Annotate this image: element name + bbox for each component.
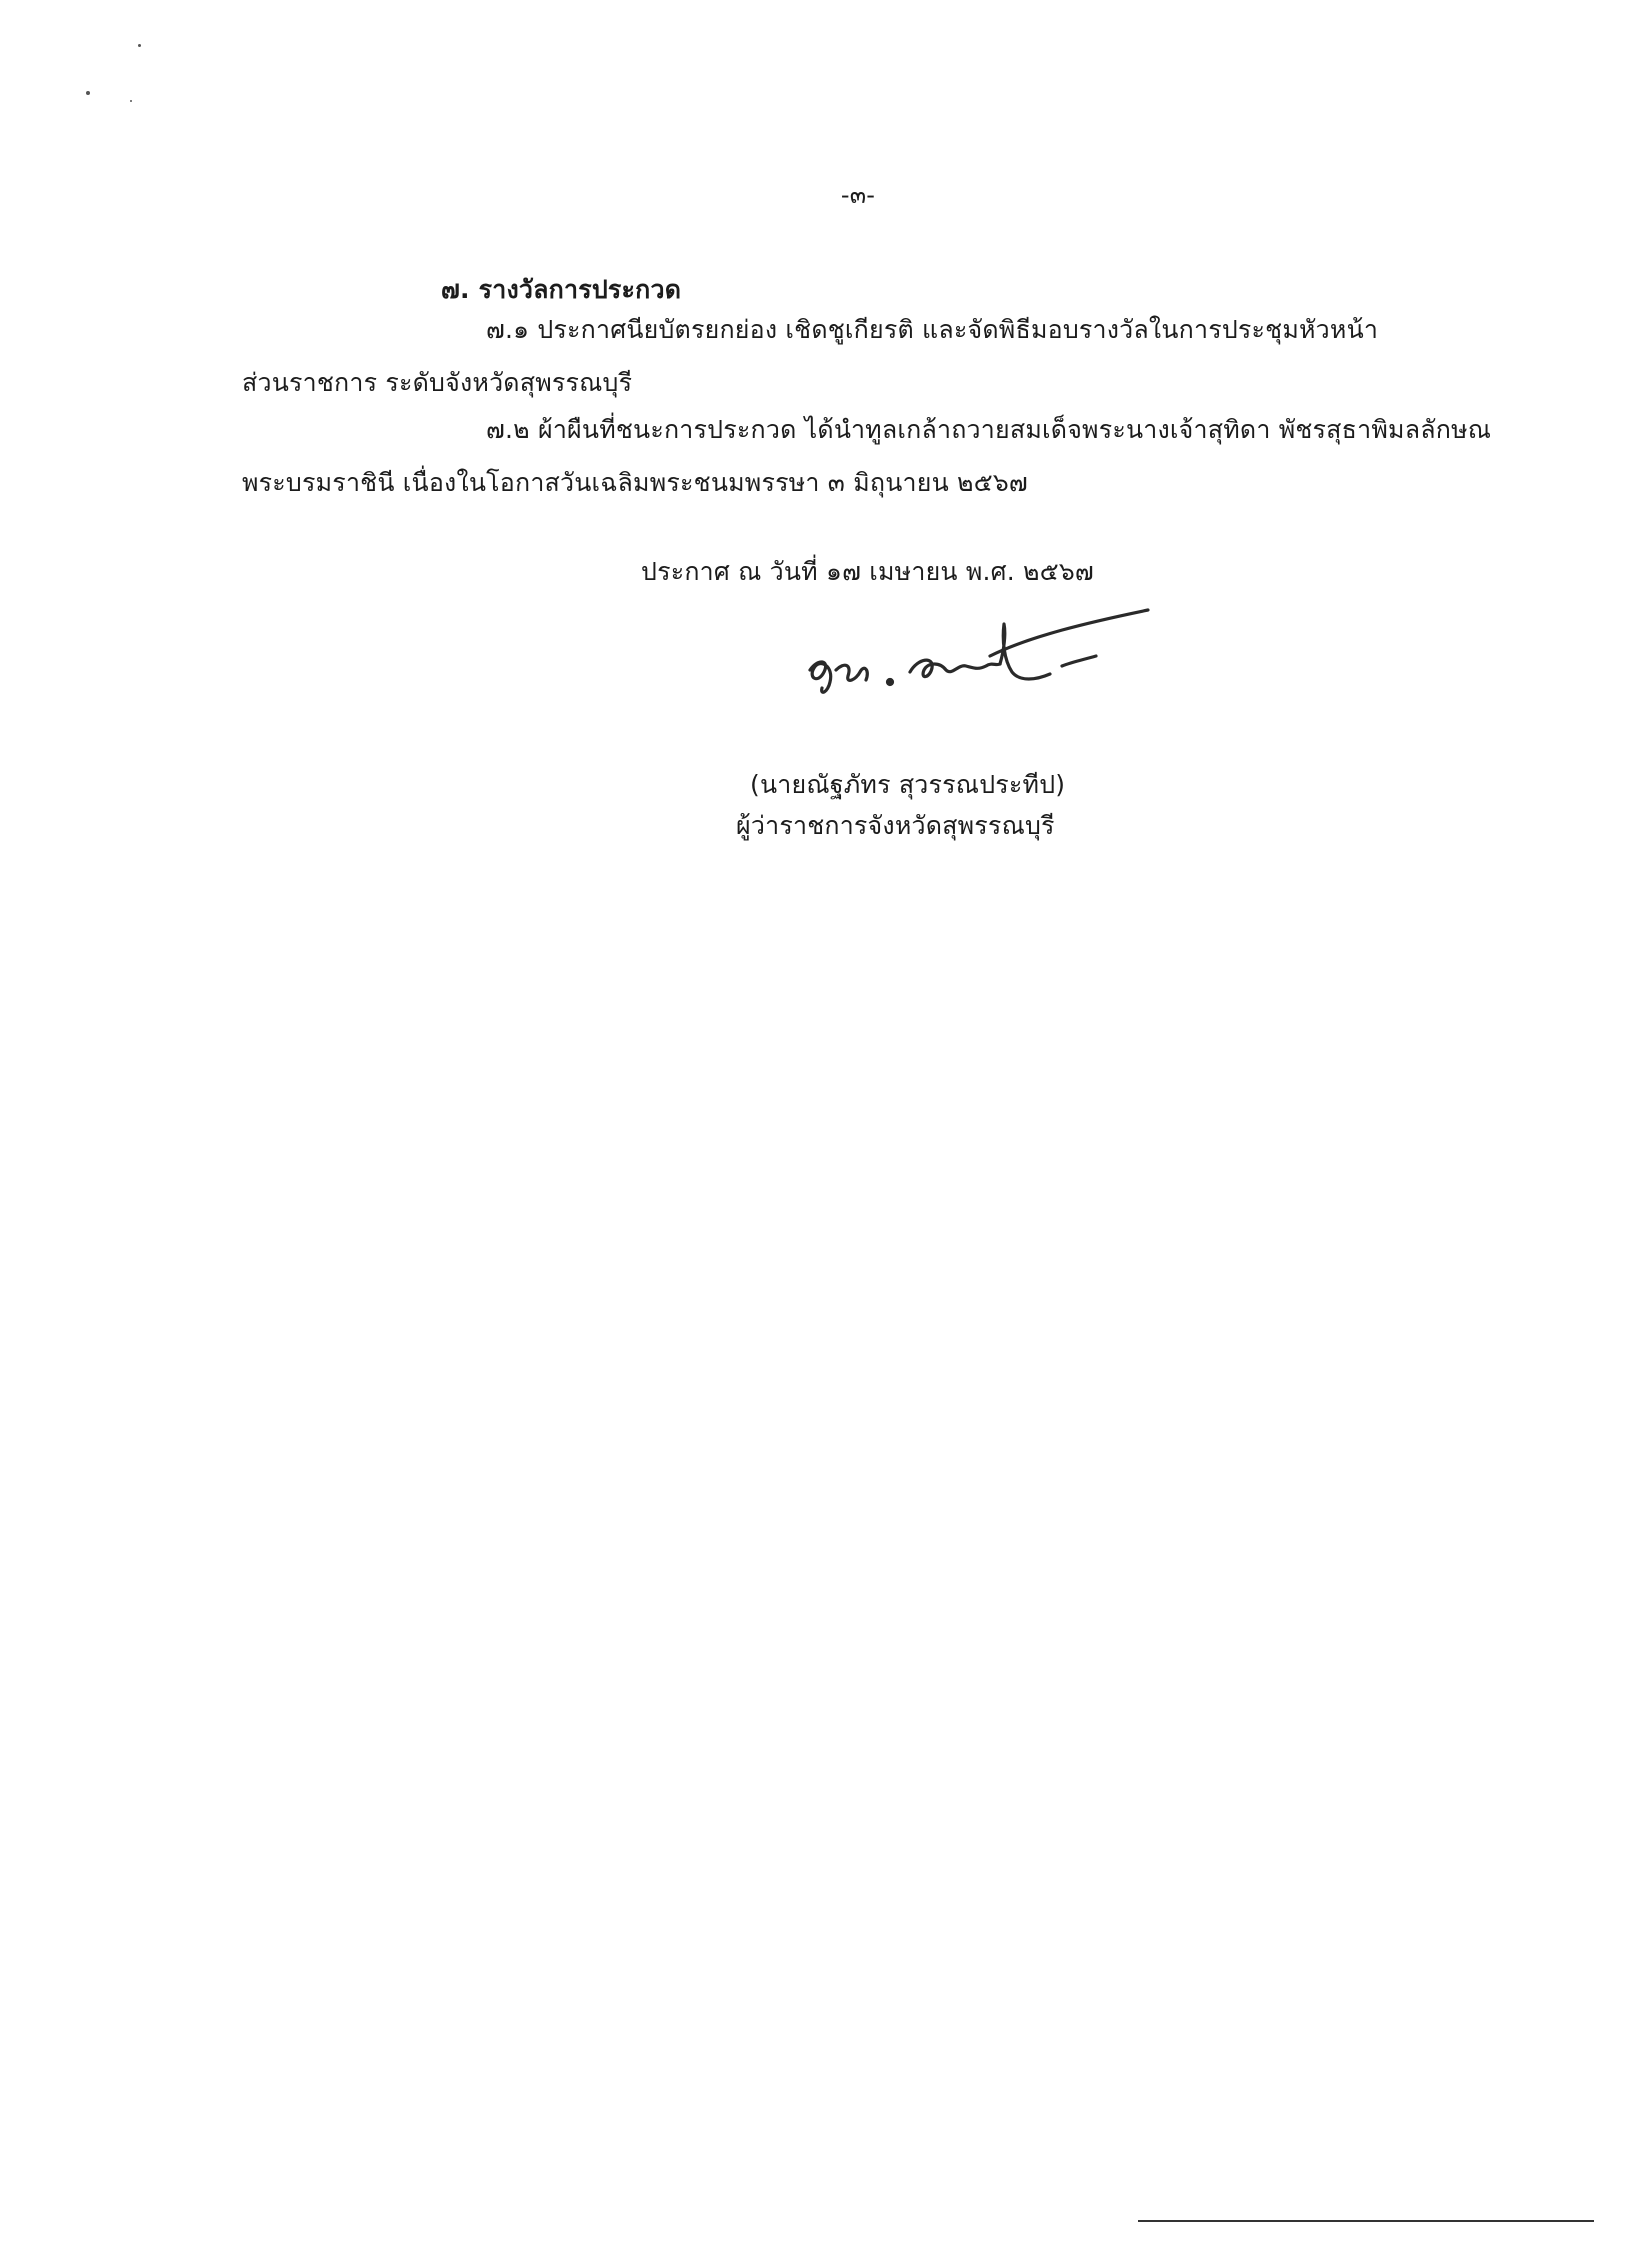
announcement-date: ประกาศ ณ วันที่ ๑๗ เมษายน พ.ศ. ๒๕๖๗ <box>641 557 1094 586</box>
item-7-1-text-continued: ส่วนราชการ ระดับจังหวัดสุพรรณบุรี <box>242 368 633 397</box>
item-7-1-text: ๗.๑ ประกาศนียบัตรยกย่อง เชิดชูเกียรติ และจัดพิธีมอบรางวัลในการประชุมหัวหน้า <box>486 315 1379 344</box>
footer-rule <box>1138 2220 1594 2222</box>
item-7-2-text: ๗.๒ ผ้าผืนที่ชนะการประกวด ได้นำทูลเกล้าถวายสมเด็จพระนางเจ้าสุทิดา พัชรสุธาพิมลลักษณ <box>486 415 1492 444</box>
scan-speck <box>138 44 141 47</box>
scan-speck <box>130 100 132 102</box>
signer-name: (นายณัฐภัทร สุวรรณประทีป) <box>750 770 1066 799</box>
scan-speck <box>86 91 90 95</box>
signer-title: ผู้ว่าราชการจังหวัดสุพรรณบุรี <box>736 811 1055 840</box>
section-heading: ๗. รางวัลการประกวด <box>441 275 682 304</box>
item-7-2-text-continued: พระบรมราชินี เนื่องในโอกาสวันเฉลิมพระชนมพรรษา ๓ มิถุนายน ๒๕๖๗ <box>242 468 1028 497</box>
handwritten-signature <box>800 600 1160 720</box>
page-number: -๓- <box>840 181 876 209</box>
